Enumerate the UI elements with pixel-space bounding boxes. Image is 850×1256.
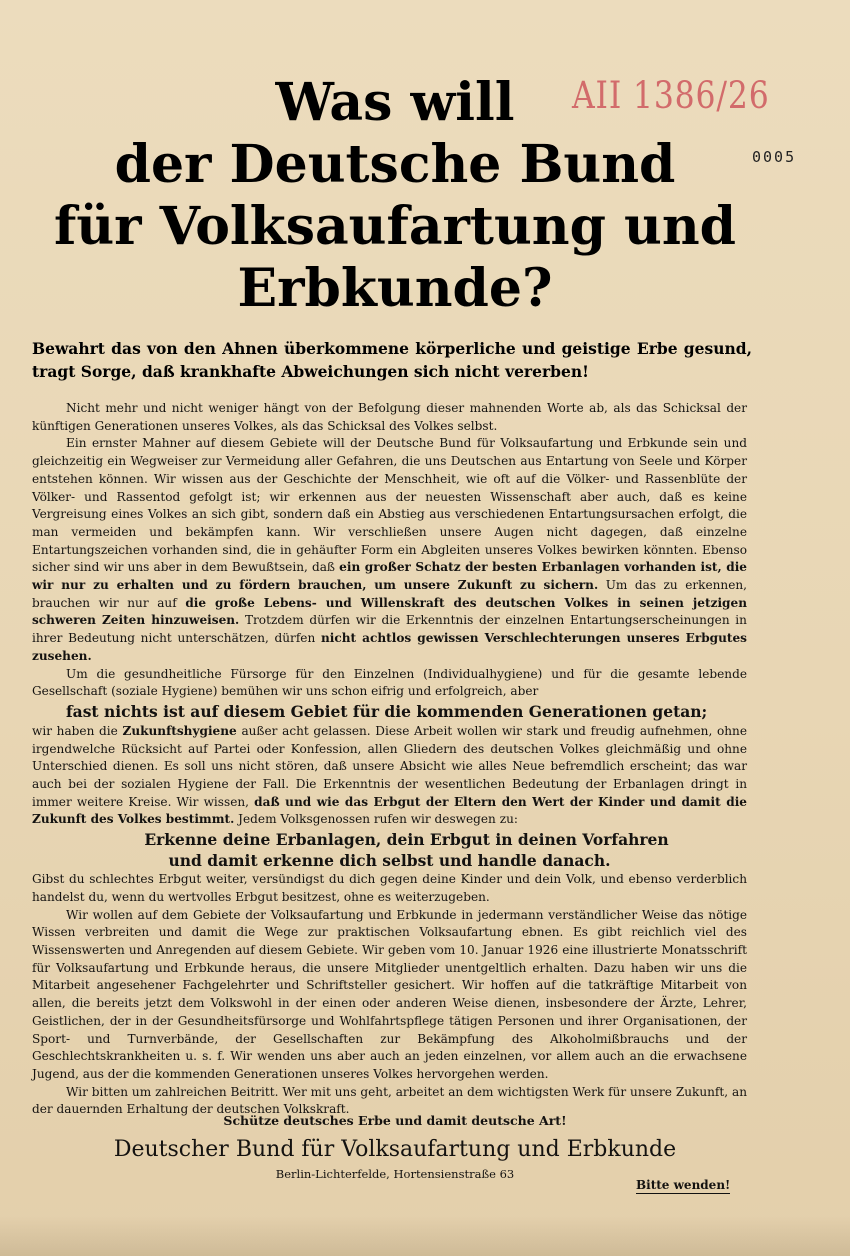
title-line: der Deutsche Bund (114, 134, 676, 195)
turn-over-note: Bitte wenden! (636, 1178, 731, 1192)
motto-line: und damit erkenne dich selbst und handle danach. (168, 851, 611, 871)
motto (32, 829, 747, 871)
closing-block (0, 1110, 790, 1183)
title-line: Was will (275, 72, 515, 133)
paragraph: Gibst du schlechtes Erbgut weiter, versündigst du dich gegen deine Kinder und dein Volk, und ebenso verderblich handelst du, wenn du wertvolles Erbgut besitzest, ohne es weiterzugeben. (32, 872, 747, 904)
bold-text: die große Lebens- und Willenskraft des deutschen Volkes in seinen jetzigen schweren Zeiten hinzuweisen. (32, 595, 747, 628)
page-number: 0005 (752, 148, 797, 166)
paragraph: Wir bitten um zahlreichen Beitritt. Wer mit uns geht, arbeitet an dem wichtigsten Werk für unsere Zukunft, an der dauernden Erhaltung der deutschen Volkskraft. (32, 1084, 747, 1117)
motto-line: Erkenne deine Erbanlagen, dein Erbgut in deinen Vorfahren (144, 830, 669, 850)
archive-stamp: AII 1386/26 (572, 74, 770, 117)
text-span: Trotzdem dürfen wir die Erkenntnis der einzelnen Entartungserscheinungen in ihrer Bedeutung nicht unterschätzen, dürfen (32, 613, 747, 646)
text-span: Jedem Volksgenossen rufen wir deswegen zu: (238, 812, 518, 827)
title-line: für Volksaufartung und (53, 196, 737, 257)
slogan: Schütze deutsches Erbe und damit deutsche Art! (223, 1113, 567, 1128)
text-span: wir haben die (32, 723, 118, 738)
bold-text: Zukunftshygiene (122, 723, 237, 738)
paragraph (32, 435, 747, 665)
emphasis-line: fast nichts ist auf diesem Gebiet für die kommenden Generationen getan; (66, 701, 708, 721)
paper-shadow (0, 1216, 850, 1256)
title-line: Erbkunde? (237, 258, 553, 319)
paragraph: Um die gesundheitliche Fürsorge für den Einzelnen (Individualhygiene) und für die gesamte lebende Gesellschaft (soziale Hygiene) bemühen wir uns schon eifrig und erfolgreich, aber (32, 666, 747, 699)
address: Berlin-Lichterfelde, Hortensienstraße 63 (275, 1167, 515, 1181)
text-span: Um das zu erkennen, brauchen wir nur auf (32, 578, 747, 610)
text-span: Ein ernster Mahner auf diesem Gebiete will der Deutsche Bund für Volksaufartung und Erbkunde sein und gleichzeitig ein Wegweiser zur Vermeidung aller Gefahren, die uns Deutschen aus Entartung von Seele und Körper entstehen können. Wir wissen aus der Geschichte der Menschheit, wie oft auf die Völker- und Rassenblüte der Völker- und Rassentod gefolgt ist; wir erkennen aus der neuesten Wissenschaft aber auch, daß es keine Vergreisung eines Volkes an sich gibt, sondern daß ein Abstieg aus verschiedenen Entartungsursachen erfolgt, die man vermeiden und bekämpfen kann. Wir verschließen unsere Augen nicht dagegen, daß einzelne Entartungszeichen vorhanden sind, die in gehäufter Form ein Abgleiten unseres Volkes bewirken könnten. Ebenso sicher sind wir uns aber in dem Bewußtsein, daß (32, 436, 747, 575)
bold-text: daß und wie das Erbgut der Eltern den Wert der Kinder und damit die Zukunft des Volkes bestimmt. (32, 794, 747, 827)
paragraph: Nicht mehr und nicht weniger hängt von der Befolgung dieser mahnenden Worte ab, als das Schicksal der künftigen Generationen unseres Volkes, als das Schicksal des Volkes selbst. (32, 401, 747, 433)
body-text (32, 400, 747, 1119)
subheading: Bewahrt das von den Ahnen überkommene körperliche und geistige Erbe gesund, tragt Sorge, daß krankhafte Abweichungen sich nicht vererben! (32, 339, 752, 381)
paragraph: Wir wollen auf dem Gebiete der Volksaufartung und Erbkunde in jedermann verständlicher Weise das nötige Wissen verbreiten und damit die Wege zur praktischen Volksaufartung ebnen. Es gibt reichlich viel des Wissenswerten und Anregenden auf diesem Gebiete. Wir geben vom 10. Januar 1926 eine illustrierte Monatsschrift für Volksaufartung und Erbkunde heraus, die unsere Mitglieder unentgeltlich erhalten. Dazu haben wir uns die Mitarbeit angesehener Fachgelehrter und Schriftsteller gesichert. Wir hoffen auf die tatkräftige Mitarbeit von allen, die bereits jetzt dem Volkswohl in der einen oder anderen Weise dienen, insbesondere der Ärzte, Lehrer, Geistlichen, der in der Gesundheitsfürsorge und Wohlfahrtspflege tätigen Personen und ihrer Organisationen, der Sport- und Turnverbände, der Gesellschaften zur Bekämpfung des Alkoholmißbrauchs und der Geschlechtskrankheiten u. s. f. Wir wenden uns aber auch an jeden einzelnen, vor allem auch an die erwachsene Jugend, aus der die kommenden Generationen unseres Volkes hervorgehen werden. (32, 907, 747, 1081)
organization-name: Deutscher Bund für Volksaufartung und Erbkunde (113, 1137, 677, 1162)
bold-text: nicht achtlos gewissen Verschlechterungen unseres Erbgutes zusehen. (32, 631, 747, 663)
page-title (0, 72, 790, 320)
text-span: außer acht gelassen. Diese Arbeit wollen wir stark und freudig aufnehmen, ohne irgendwelche Rücksicht auf Partei oder Konfession, allen Gliedern des deutschen Volkes gleichmäßig und ohne Unterschied dienen. Es soll uns nicht stören, daß unsere Absicht wie alles Neue befremdlich erscheint; das war auch bei der sozialen Hygiene der Fall. Die Erkenntnis der wesentlichen Bedeutung der Erbanlagen dringt in immer weitere Kreise. Wir wissen, (32, 723, 747, 809)
paragraph (32, 723, 747, 829)
bold-text: ein großer Schatz der besten Erbanlagen vorhanden ist, die wir nur zu erhalten und zu fördern brauchen, um unsere Zukunft zu sichern. (32, 560, 747, 593)
